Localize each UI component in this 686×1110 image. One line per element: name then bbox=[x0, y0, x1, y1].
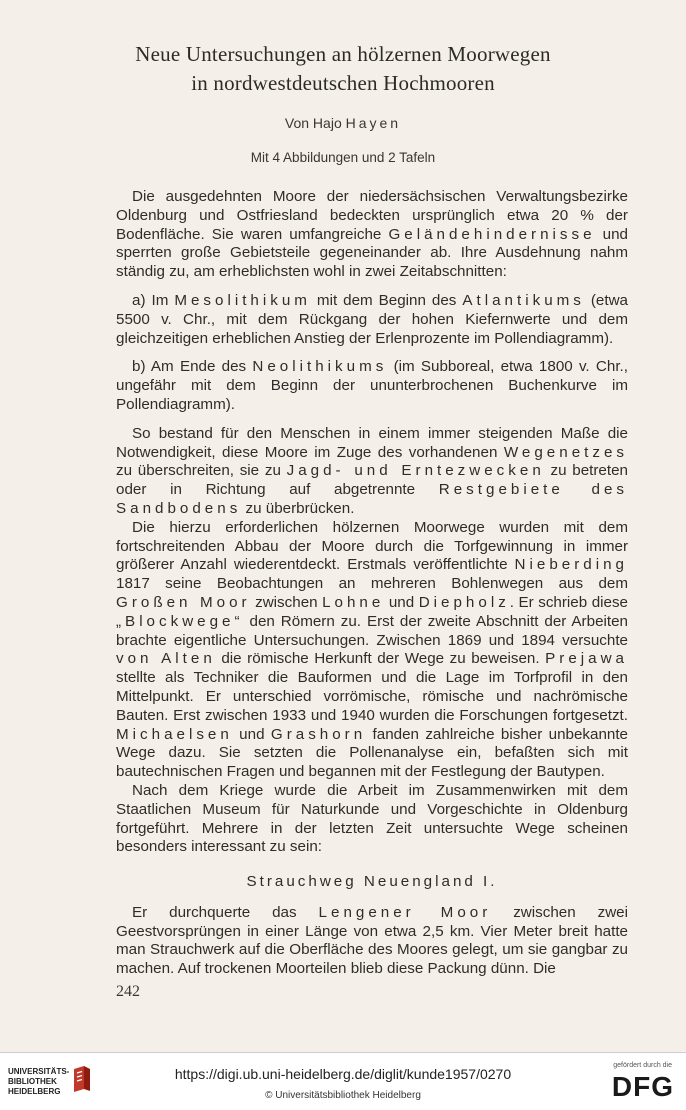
paragraph-a: a) Im Mesolithikum mit dem Beginn des Atlantikums (etwa 5500 v. Chr., mit dem Rückgang der hohen Kiefernwerte und dem gleichzeitigen erheblichen Anstieg der Erlenprozente im Pollendiagramm). bbox=[116, 291, 629, 347]
title-line-1: Neue Untersuchungen an hölzernen Moorwegen bbox=[135, 42, 551, 66]
funded-by-label: gefördert durch die bbox=[613, 1062, 672, 1069]
paragraph-postwar: Nach dem Kriege wurde die Arbeit im Zusammenwirken mit dem Staatlichen Museum für Naturkunde und Vorgeschichte in Oldenburg fortgeführt. Mehrere in der letzten Zeit untersuchte Wege scheinen besonders interessant zu sein: bbox=[116, 781, 628, 856]
footer-bar bbox=[0, 1052, 686, 1110]
author-name: Hayen bbox=[345, 115, 402, 131]
permalink-url[interactable]: https://digi.ub.uni-heidelberg.de/diglit/kunde1957/0270 bbox=[174, 1066, 512, 1082]
section-heading: Strauchweg Neuengland I. bbox=[246, 873, 498, 891]
paragraph-history: Die hierzu erforderlichen hölzernen Moorwege wurden mit dem fortschreitenden Abbau der Moore durch die Torfgewinnung in immer größerer Anzahl wiederentdeckt. Erstmals veröffentlichte Nieberding 1817 seine Beobachtungen an mehreren Bohlenwegen aus dem Großen Moor zwischen Lohne und Diepholz. Er schrieb diese „Blockwege“ den Römern zu. Erst der zweite Abschnitt der Arbeiten brachte eigentliche Untersuchungen. Zwischen 1869 und 1894 versuchte von Alten die römische Herkunft der Wege zu beweisen. Prejawa stellte als Techniker die Bauformen und die Lage im Torfprofil in den Mittelpunkt. Er unterschied vorrömische, römische und nachrömische Bauten. Erst zwischen 1933 und 1940 wurden die Forschungen fortgesetzt. Michaelsen und Grashorn fanden zahlreiche bisher unbekannte Wege dazu. Sie setzten die Pollenanalyse ein, befaßten sich mit bautechnischen Fragen und begannen mit der Festlegung der Bautypen. bbox=[116, 518, 629, 781]
paragraph-b: b) Am Ende des Neolithikums (im Subboreal, etwa 1800 v. Chr., ungefähr mit dem Beginn der ununterbrochenen Buchenkurve im Pollendiagramm). bbox=[116, 358, 628, 413]
author-prefix: Von Hajo bbox=[284, 115, 346, 131]
copyright-notice: © Universitätsbibliothek Heidelberg bbox=[265, 1090, 421, 1101]
library-logo-text[interactable]: UNIVERSITÄTS- BIBLIOTHEK HEIDELBERG bbox=[8, 1067, 70, 1096]
subtitle: Mit 4 Abbildungen und 2 Tafeln bbox=[250, 150, 436, 165]
paragraph-strauchweg: Er durchquerte das Lengener Moor zwischen zwei Geestvorsprüngen in einer Länge von etwa 2,5 km. Vier Meter breit hatte man Strauchwerk auf die Oberfläche des Moores gelegt, um sie gangbar zu machen. Auf trockenen Moorteilen blieb diese Packung dünn. Die bbox=[116, 903, 628, 978]
title-line-2: in nordwestdeutschen Hochmooren bbox=[191, 71, 495, 95]
dfg-logo[interactable]: DFG bbox=[611, 1071, 674, 1102]
body-text bbox=[116, 188, 628, 979]
author-line bbox=[0, 115, 686, 131]
page-number: 242 bbox=[116, 983, 140, 1000]
paragraph-necessity: So bestand für den Menschen in einem immer steigenden Maße die Notwendigkeit, diese Moore im Zuge des vorhandenen Wegenetzes zu überschreiten, sie zu Jagd- und Erntezwecken zu betreten oder in Richtung auf abgetrennte Restgebiete des Sandbodens zu überbrücken. bbox=[116, 424, 628, 517]
paragraph-intro: Die ausgedehnten Moore der niedersächsischen Verwaltungsbezirke Oldenburg und Ostfriesland bedeckten ursprünglich etwa 20 % der Bodenfläche. Sie waren umfangreiche Geländehindernisse und sperrten große Gebietsteile gegeneinander ab. Ihre Ausdehnung nahm ständig zu, am erheblichsten wohl in zwei Zeitabschnitten: bbox=[116, 188, 628, 281]
